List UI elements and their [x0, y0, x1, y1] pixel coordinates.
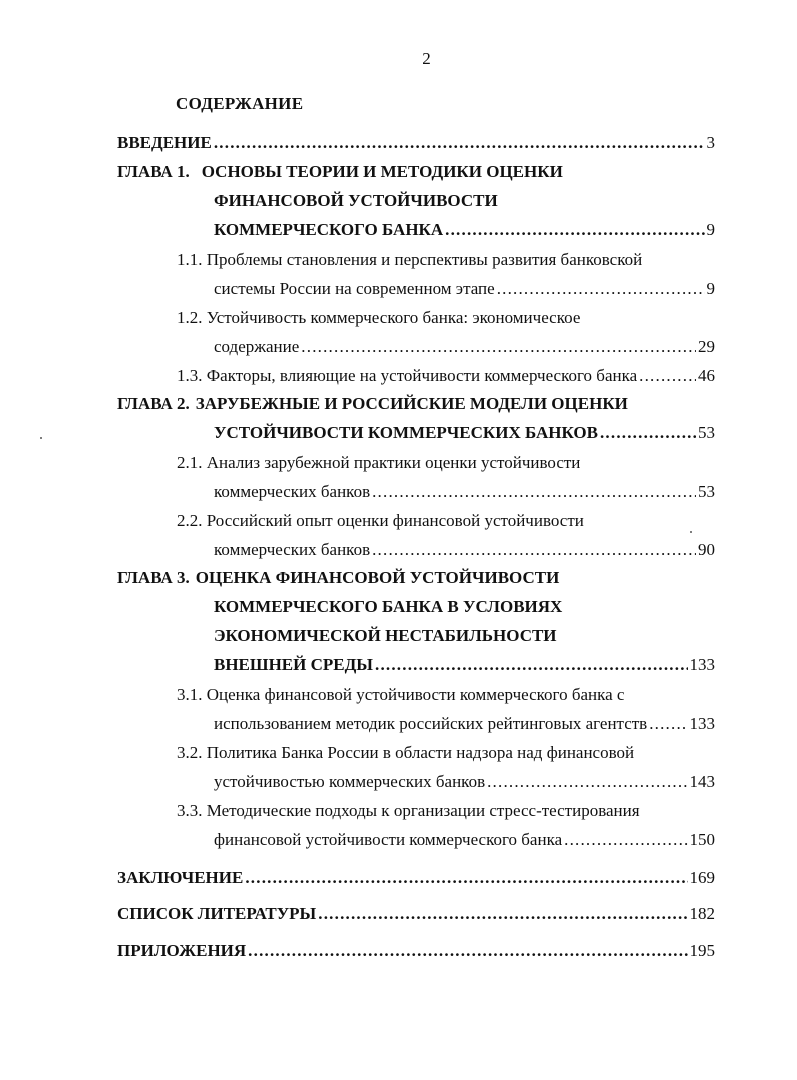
toc-section-2-1-line1[interactable]: 2.1. Анализ зарубежной практики оценки устойчивости [177, 453, 581, 472]
dot-leader [375, 655, 688, 675]
entry-page: 90 [698, 540, 715, 559]
dot-leader [564, 830, 687, 850]
dot-leader [497, 279, 705, 299]
entry-page: 3 [706, 133, 715, 152]
toc-section-3-2-line1[interactable]: 3.2. Политика Банка России в области надзора над финансовой [177, 743, 635, 762]
toc-section-2-2-line2[interactable] [214, 540, 715, 560]
chapter-label: ГЛАВА 1. [117, 162, 190, 181]
toc-section-2-1-line2[interactable] [214, 482, 715, 502]
toc-entry-literature[interactable] [117, 904, 715, 924]
section-text: коммерческих банков [214, 540, 371, 559]
chapter-title: ЗАРУБЕЖНЫЕ И РОССИЙСКИЕ МОДЕЛИ ОЦЕНКИ [195, 394, 628, 413]
chapter-label: ГЛАВА 3. [117, 568, 190, 587]
chapter-title-end: УСТОЙЧИВОСТИ КОММЕРЧЕСКИХ БАНКОВ [214, 423, 598, 442]
section-text: системы России на современном этапе [214, 279, 495, 298]
entry-text: ВВЕДЕНИЕ [117, 133, 212, 152]
toc-entry-conclusion[interactable] [117, 868, 715, 888]
entry-page: 150 [689, 830, 715, 849]
entry-page: 133 [689, 655, 715, 674]
entry-page: 9 [706, 220, 715, 239]
toc-chapter-1-line2: ФИНАНСОВОЙ УСТОЙЧИВОСТИ [214, 191, 498, 210]
entry-text: ПРИЛОЖЕНИЯ [117, 941, 247, 960]
toc-chapter-3-line1[interactable] [117, 568, 559, 588]
dot-leader [214, 133, 705, 153]
entry-page: 133 [689, 714, 715, 733]
toc-entry-appendix[interactable] [117, 941, 715, 961]
toc-section-3-3-line2[interactable] [214, 830, 715, 850]
entry-page: 46 [698, 366, 715, 385]
toc-section-1-2-line2[interactable] [214, 337, 715, 357]
entry-page: 53 [698, 482, 715, 501]
toc-chapter-3-line4[interactable] [214, 655, 715, 675]
chapter-title: ОЦЕНКА ФИНАНСОВОЙ УСТОЙЧИВОСТИ [195, 568, 560, 587]
section-text: содержание [214, 337, 300, 356]
toc-section-1-1-line2[interactable] [214, 279, 715, 299]
toc-section-2-2-line1[interactable]: 2.2. Российский опыт оценки финансовой устойчивости [177, 511, 584, 530]
entry-page: 169 [689, 868, 715, 887]
toc-chapter-1-line1[interactable] [117, 162, 563, 182]
section-text: финансовой устойчивости коммерческого банка [214, 830, 563, 849]
toc-section-1-1-line1[interactable]: 1.1. Проблемы становления и перспективы развития банковской [177, 250, 643, 269]
toc-section-3-1-line2[interactable] [214, 714, 715, 734]
dot-leader [248, 941, 687, 961]
toc-section-1-3[interactable] [177, 366, 715, 386]
toc-section-3-2-line2[interactable] [214, 772, 715, 792]
dot-leader [372, 482, 696, 502]
entry-page: 143 [689, 772, 715, 791]
chapter-title-end: ВНЕШНЕЙ СРЕДЫ [214, 655, 373, 674]
toc-section-3-3-line1[interactable]: 3.3. Методические подходы к организации стресс-тестирования [177, 801, 640, 820]
entry-page: 29 [698, 337, 715, 356]
entry-page: 9 [706, 279, 715, 298]
scan-speck [690, 531, 692, 533]
chapter-label: ГЛАВА 2. [117, 394, 190, 413]
dot-leader [372, 540, 696, 560]
dot-leader [445, 220, 704, 240]
toc-entry-introduction[interactable] [117, 133, 715, 153]
scan-speck [40, 437, 42, 439]
dot-leader [245, 868, 687, 888]
section-text: коммерческих банков [214, 482, 371, 501]
chapter-title: ОСНОВЫ ТЕОРИИ И МЕТОДИКИ ОЦЕНКИ [201, 162, 563, 181]
dot-leader [639, 366, 696, 386]
toc-section-3-1-line1[interactable]: 3.1. Оценка финансовой устойчивости коммерческого банка с [177, 685, 625, 704]
entry-text: ЗАКЛЮЧЕНИЕ [117, 868, 244, 887]
entry-page: 53 [698, 423, 715, 442]
dot-leader [487, 772, 687, 792]
toc-chapter-2-line2[interactable] [214, 423, 715, 443]
dot-leader [600, 423, 696, 443]
toc-chapter-3-line3: ЭКОНОМИЧЕСКОЙ НЕСТАБИЛЬНОСТИ [214, 626, 557, 645]
toc-chapter-2-line1[interactable] [117, 394, 628, 414]
chapter-title-end: КОММЕРЧЕСКОГО БАНКА [214, 220, 444, 239]
toc-chapter-3-line2: КОММЕРЧЕСКОГО БАНКА В УСЛОВИЯХ [214, 597, 563, 616]
entry-page: 195 [689, 941, 715, 960]
entry-text: СПИСОК ЛИТЕРАТУРЫ [117, 904, 317, 923]
dot-leader [301, 337, 696, 357]
section-text: 1.3. Факторы, влияющие на устойчивости коммерческого банка [177, 366, 638, 385]
section-text: использованием методик российских рейтинговых агентств [214, 714, 648, 733]
section-text: устойчивостью коммерческих банков [214, 772, 486, 791]
toc-section-1-2-line1[interactable]: 1.2. Устойчивость коммерческого банка: экономическое [177, 308, 581, 327]
entry-page: 182 [689, 904, 715, 923]
toc-title: СОДЕРЖАНИЕ [176, 94, 304, 113]
dot-leader [318, 904, 687, 924]
toc-chapter-1-line3[interactable] [214, 220, 715, 240]
page-number: 2 [422, 49, 431, 68]
dot-leader [649, 714, 687, 734]
